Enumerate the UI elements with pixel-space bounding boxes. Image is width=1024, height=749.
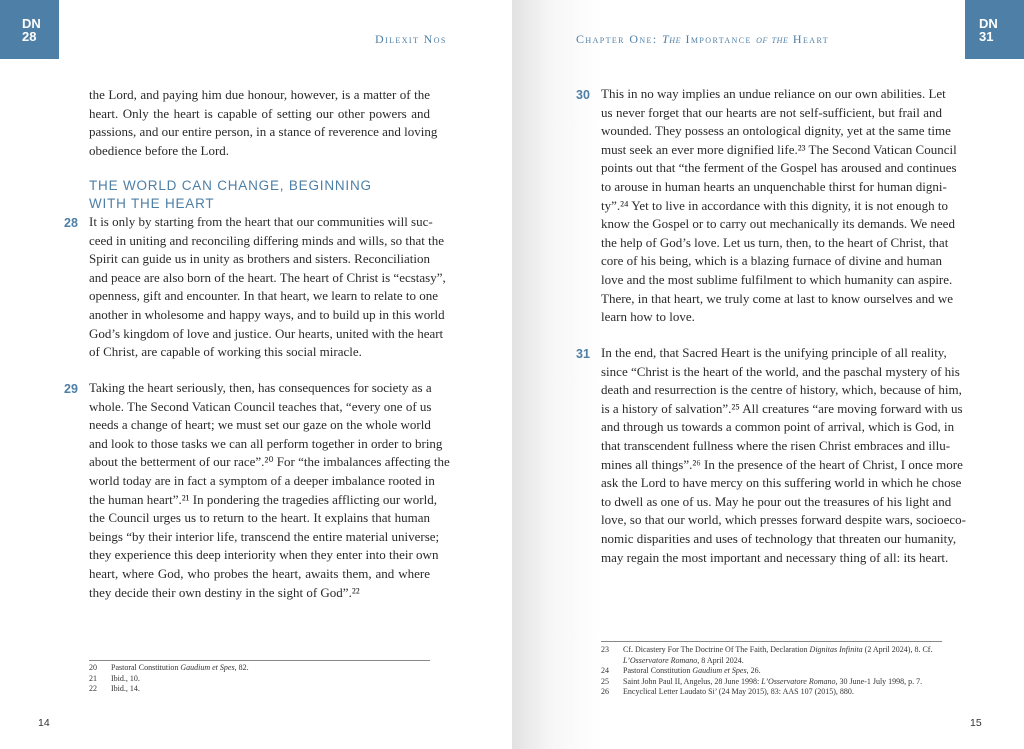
- text-line: world today are in fact a symptom of a deeper imbalance rooted in: [89, 472, 435, 488]
- footnote-text: (2 April 2024), 8. Cf.: [862, 645, 933, 654]
- text-line: that transcendent fullness where the risen Christ embraces and illu-: [601, 437, 951, 453]
- footnote: [601, 687, 946, 698]
- running-head-part: Importance: [681, 32, 757, 46]
- text-line: love and the most sublime fulfilment to which humanity can aspire.: [601, 271, 953, 287]
- running-head-part: Chapter One:: [576, 32, 662, 46]
- text-line: the help of God’s love. Let us turn, then, to the heart of Christ, that: [601, 234, 949, 250]
- footnote-text: Saint John Paul II, Angelus, 28 June 1998:: [623, 676, 762, 686]
- text-line: ceed in uniting and reconciling differing minds and wills, so that the: [89, 232, 445, 248]
- section-tab: [965, 0, 1024, 59]
- text-line: Taking the heart seriously, then, has consequences for society as a: [89, 380, 432, 395]
- footnote-number: 23: [601, 645, 609, 654]
- text-line: another in wholesome and happy ways, and to build up in this world: [89, 306, 445, 322]
- text-line: must seek an ever more dignified life.²³ The Second Vatican Council: [601, 141, 957, 157]
- tab-code: DN: [979, 16, 998, 31]
- tab-number: 28: [22, 29, 37, 44]
- text-line: they experience this deep interiority when they enter into their own: [89, 547, 439, 563]
- text-line: the Lord, and paying him due honour, however, is a matter of the: [89, 87, 430, 102]
- footnote: [89, 663, 430, 674]
- footnote: [89, 684, 430, 695]
- paragraph-number: 28: [64, 216, 78, 230]
- text-line: the Council urges us to return to the heart. It explains that human: [89, 510, 430, 526]
- text-line: God’s kingdom of love and justice. Our hearts, united with the heart: [89, 325, 444, 341]
- footnote: [89, 674, 430, 685]
- text-line: ty”.²⁴ Yet to live in accordance with this dignity, it is not enough to: [601, 197, 948, 213]
- section-heading-line: THE WORLD CAN CHANGE, BEGINNING: [89, 178, 372, 193]
- footnote-rule: [89, 660, 430, 661]
- text-line: and through us towards a common point of arrival, which is God, in: [601, 419, 955, 435]
- paragraph-28: [89, 213, 446, 362]
- paragraph-29: [89, 379, 450, 602]
- text-line: the human heart”.²¹ In pondering the tragedies afflicting our world,: [89, 491, 437, 507]
- text-line: openness, gift and encounter. In that heart, we learn to relate to one: [89, 288, 439, 304]
- text-line: may regain the most important and necessary thing of all: its heart.: [601, 549, 949, 565]
- footnote-text: Ibid., 10.: [111, 673, 140, 683]
- text-line: beings “by their interior life, transcend the entire material universe;: [89, 528, 440, 544]
- footnotes: [601, 645, 946, 698]
- text-line: know the Gospel or to carry out mechanically its demands. We need: [601, 216, 955, 232]
- footnote-text: Pastoral Constitution: [623, 666, 693, 676]
- text-line: love, so that our world, which presses forward despite wars, socioeco-: [601, 512, 966, 528]
- text-line: heart. Only the heart is capable of setting our other powers and: [89, 105, 430, 121]
- paragraph-30: [601, 85, 957, 327]
- footnote-text: Dignitas Infinita: [809, 645, 863, 654]
- section-tab: [0, 0, 59, 59]
- text-line: core of his being, which is a blazing furnace of divine and human: [601, 253, 942, 269]
- running-head-part: of the: [756, 32, 789, 46]
- text-line: heart, where God, who probes the heart, awaits them, and where: [89, 565, 430, 581]
- text-line: to arouse in human hearts an unquenchable thirst for human digni-: [601, 178, 947, 194]
- footnote-text: Ibid., 14.: [111, 684, 140, 694]
- text-line: death and resurrection is the centre of history, which, because of him,: [601, 382, 962, 398]
- footnote-text: L’Osservatore Romano: [761, 676, 836, 686]
- text-line: needs a change of heart; we must set our gaze on the whole world: [89, 417, 431, 433]
- running-head-part: Heart: [788, 32, 830, 46]
- footnote-rule: [601, 641, 942, 642]
- footnote-text: , 30 June-1 July 1998, p. 7.: [835, 676, 923, 686]
- paragraph-number: 31: [576, 347, 590, 361]
- footnote-text: , 26.: [746, 666, 761, 676]
- section-heading: [89, 177, 372, 213]
- text-line: to dwell as one of us. May he pour out the treasures of his light and: [601, 493, 952, 509]
- footnote-number: 26: [601, 687, 609, 697]
- running-head: Dilexit Nos: [375, 32, 447, 46]
- text-line: us never forget that our hearts are not self-sufficient, but frail and: [601, 104, 942, 120]
- right-page: [512, 0, 1024, 749]
- intro-paragraph: [89, 86, 438, 160]
- text-line: learn how to love.: [601, 309, 695, 325]
- footnote-text: Encyclical Letter Laudato Si’ (24 May 2015), 83: AAS 107 (2015), 880.: [623, 687, 854, 697]
- footnote-number: 22: [89, 684, 97, 694]
- section-heading-line: WITH THE HEART: [89, 196, 215, 211]
- paragraph-31: [601, 344, 966, 567]
- footnote-number: 21: [89, 673, 97, 683]
- text-line: nomic disparities and uses of technology that threaten our humanity,: [601, 530, 957, 546]
- text-line: they decide their own destiny in the sight of God”.²²: [89, 584, 360, 600]
- page-number: 14: [38, 717, 50, 729]
- text-line: passions, and our entire person, in a stance of reverence and loving: [89, 124, 438, 140]
- footnote-text: Cf. Dicastery For The Doctrine Of The Faith, Declaration: [623, 645, 810, 654]
- footnote: [601, 666, 946, 677]
- tab-code: DN: [22, 16, 41, 31]
- footnote-number: 20: [89, 663, 97, 672]
- text-line: There, in that heart, we truly come at last to know ourselves and we: [601, 290, 953, 306]
- footnote-number: 25: [601, 676, 609, 686]
- footnote-text: , 8 April 2024.: [697, 655, 744, 665]
- footnotes: [89, 663, 430, 695]
- footnote-text: L’Osservatore Romano: [623, 655, 698, 665]
- footnote-text: Gaudium et Spes: [692, 666, 747, 676]
- tab-number: 31: [979, 29, 994, 44]
- footnote-number: 24: [601, 666, 609, 676]
- running-head-part: The: [661, 32, 682, 46]
- text-line: since “Christ is the heart of the world, and the paschal mystery of his: [601, 363, 960, 379]
- page-number: 15: [970, 717, 982, 729]
- text-line: mines all things”.²⁶ In the presence of the heart of Christ, I once more: [601, 456, 963, 472]
- text-line: points out that “the ferment of the Gospel has aroused and continues: [601, 160, 957, 176]
- footnote: [601, 677, 946, 688]
- footnote-text: Gaudium et Spes: [180, 663, 235, 672]
- footnote-text: , 82.: [234, 663, 249, 672]
- footnote: [601, 656, 946, 667]
- running-head: [576, 32, 829, 47]
- text-line: In the end, that Sacred Heart is the unifying principle of all reality,: [601, 345, 947, 360]
- paragraph-number: 30: [576, 88, 590, 102]
- text-line: is a history of salvation”.²⁵ All creatures “are moving forward with us: [601, 400, 963, 416]
- footnote-text: Pastoral Constitution: [111, 663, 181, 672]
- footnote: [601, 645, 946, 656]
- text-line: whole. The Second Vatican Council teaches that, “every one of us: [89, 398, 432, 414]
- text-line: ask the Lord to have mercy on this suffering world in which he chose: [601, 475, 962, 491]
- text-line: about the betterment of our race”.²⁰ For “the imbalances affecting the: [89, 454, 450, 470]
- text-line: Spirit can guide us in unity as brothers and sisters. Reconciliation: [89, 251, 430, 267]
- paragraph-number: 29: [64, 382, 78, 396]
- text-line: It is only by starting from the heart that our communities will suc-: [89, 214, 433, 229]
- text-line: and look to those tasks we can all perform together in order to bring: [89, 435, 443, 451]
- text-line: obedience before the Lord.: [89, 142, 230, 158]
- text-line: of Christ, are capable of working this social miracle.: [89, 344, 362, 360]
- text-line: and peace are also born of the heart. The heart of Christ is “ecstasy”,: [89, 269, 446, 285]
- text-line: This in no way implies an undue reliance on our own abilities. Let: [601, 86, 946, 101]
- text-line: wounded. They possess an ontological dignity, yet at the same time: [601, 123, 951, 139]
